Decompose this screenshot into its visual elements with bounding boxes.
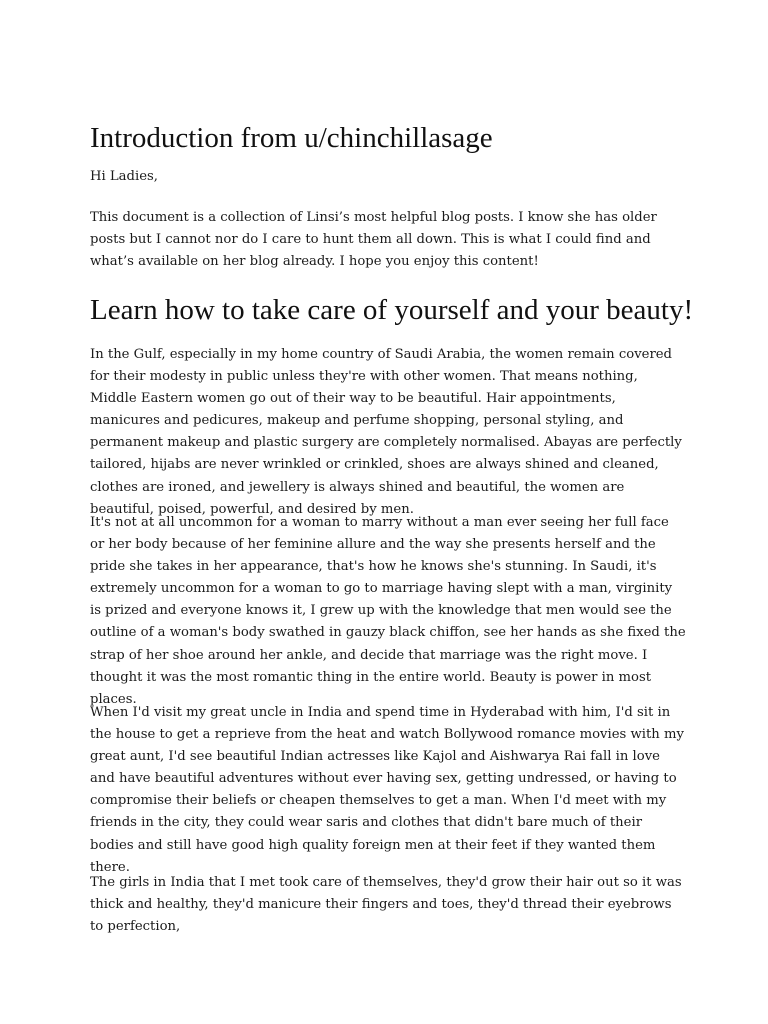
intro-paragraph: This document is a collection of Linsi’s most helpful blog posts. I know she has older posts but I cannot nor do I care to hunt them all down. This is what I could find and what’s available on her blog already. I hope you enjoy this content! (90, 210, 657, 270)
section-heading: Learn how to take care of yourself and your beauty! (90, 294, 694, 326)
body-paragraph-3-block (90, 702, 686, 879)
body-paragraph: In the Gulf, especially in my home country of Saudi Arabia, the women remain covered for their modesty in public unless they're with other women. That means nothing, Middle Eastern women go out of their way to be beautiful. Hair appointments, manicures and pedicures, makeup and perfume shopping, personal styling, and permanent makeup and plastic surgery are completely normalised. Abayas are perfectly tailored, hijabs are never wrinkled or crinkled, shoes are always shined and cleaned, clothes are ironed, and jewellery is always shined and beautiful, the women are beautiful, poised, powerful, and desired by men. (90, 347, 682, 517)
body-paragraph-1-block (90, 344, 686, 521)
intro-paragraph-block (90, 207, 686, 273)
body-paragraph: The girls in India that I met took care of themselves, they'd grow their hair out so it was thick and healthy, they'd manicure their fingers and toes, they'd thread their eyebrows to perfection, (90, 875, 682, 935)
body-paragraph-2-block (90, 512, 686, 711)
body-paragraph: It's not at all uncommon for a woman to marry without a man ever seeing her full face or her body because of her feminine allure and the way she presents herself and the pride she takes in her appearance, that's how he knows she's stunning. In Saudi, it's extremely uncommon for a woman to go to marriage having slept with a man, virginity is prized and everyone knows it, I grew up with the knowledge that men would see the outline of a woman's body swathed in gauzy black chiffon, see her hands as she fixed the strap of her shoe around her ankle, and decide that marriage was the right move. I thought it was the most romantic thing in the entire world. Beauty is power in most places. (90, 515, 686, 707)
intro-heading: Introduction from u/chinchillasage (90, 122, 493, 154)
body-paragraph: When I'd visit my great uncle in India and spend time in Hyderabad with him, I'd sit in the house to get a reprieve from the heat and watch Bollywood romance movies with my great aunt, I'd see beautiful Indian actresses like Kajol and Aishwarya Rai fall in love and have beautiful adventures without ever having sex, getting undressed, or having to compromise their beliefs or cheapen themselves to get a man. When I'd meet with my friends in the city, they could wear saris and clothes that didn't bare much of their bodies and still have good high quality foreign men at their feet if they wanted them there. (90, 705, 684, 875)
body-paragraph-4-block (90, 872, 686, 938)
greeting-block (90, 166, 686, 188)
greeting-text: Hi Ladies, (90, 169, 158, 184)
